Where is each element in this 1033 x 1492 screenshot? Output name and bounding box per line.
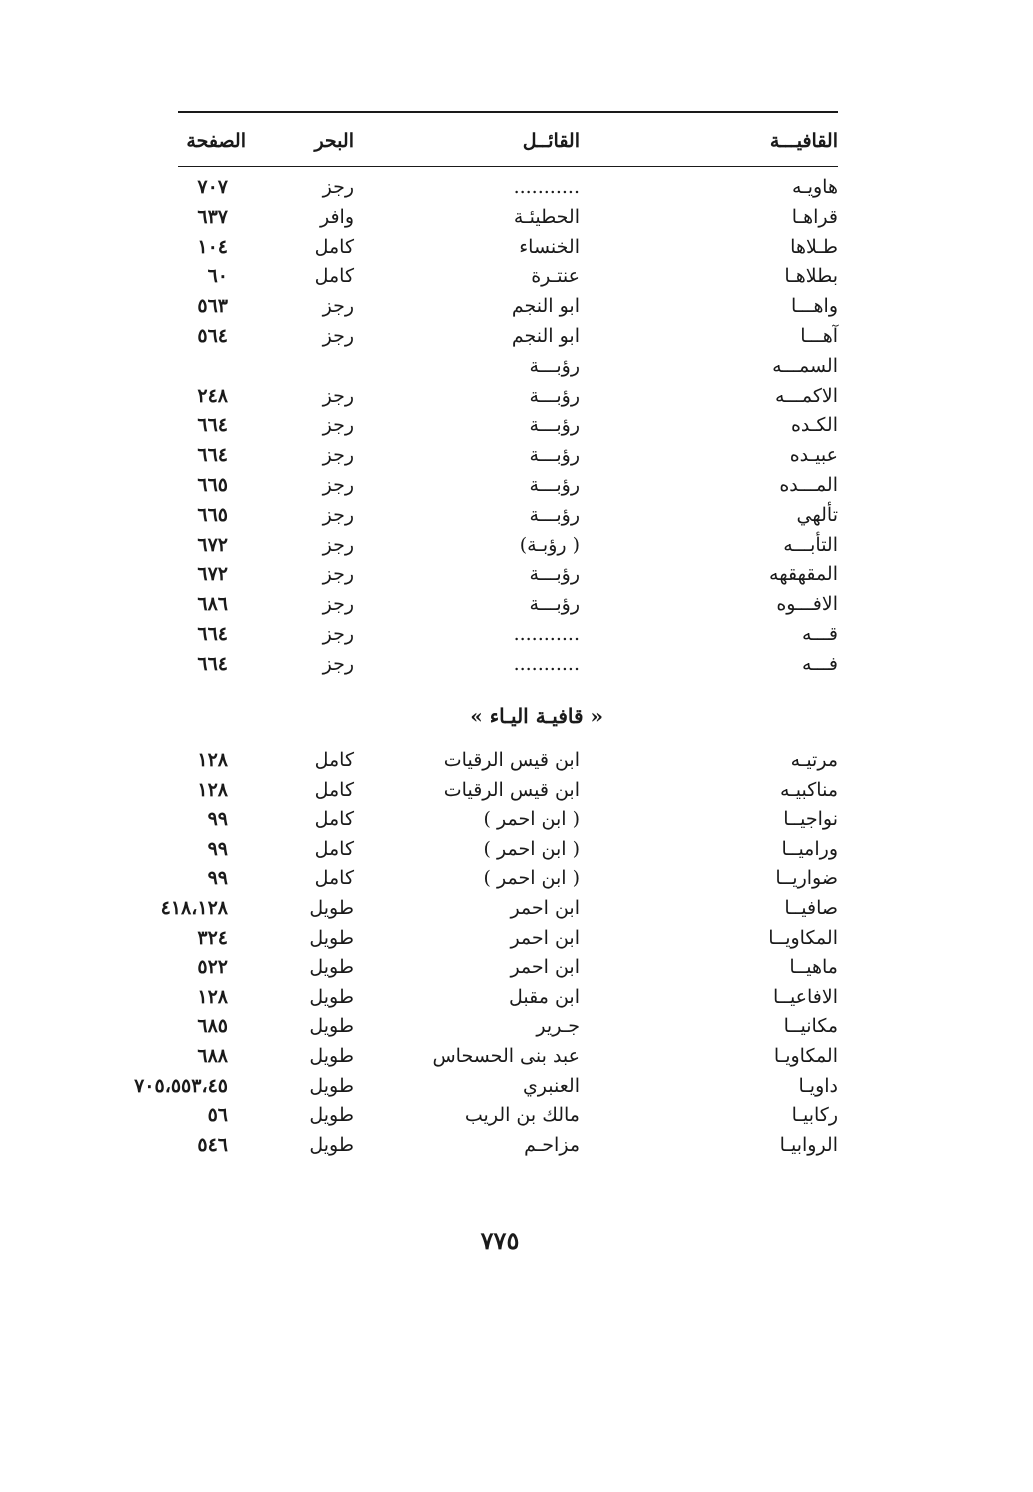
page-cell: ٦٨٥	[197, 1015, 228, 1038]
page-cell: ٩٩	[207, 808, 228, 831]
header-meter: البحر	[314, 130, 354, 152]
poet-cell: رؤبـــة	[529, 593, 580, 616]
poet-cell: ( رؤبـة)	[519, 533, 580, 556]
header-rule	[178, 166, 838, 167]
meter-cell: طويل	[309, 1074, 354, 1097]
rhyme-cell: الكـده	[790, 414, 838, 437]
rhyme-cell: واهـــا	[791, 295, 838, 318]
table-row	[178, 863, 838, 893]
table-row	[178, 470, 838, 500]
meter-cell: رجز	[322, 623, 354, 645]
poet-cell: ...........	[513, 623, 580, 645]
page-cell: ٦٠	[207, 265, 228, 288]
table-row	[160, 893, 838, 923]
meter-cell: كامل	[314, 867, 354, 890]
meter-cell: طويل	[309, 1104, 354, 1127]
table-row	[178, 745, 838, 775]
poet-cell: رؤبـــة	[529, 563, 580, 586]
page-cell: ١٠٤	[197, 235, 228, 258]
meter-cell: كامل	[314, 265, 354, 288]
table-row	[178, 1011, 838, 1041]
poet-cell: ابن احمر	[510, 956, 580, 979]
rhyme-cell: فـــه	[802, 652, 838, 675]
poet-cell: رؤبـــة	[529, 414, 580, 437]
page-cell: ٥٦	[207, 1104, 228, 1127]
rhyme-cell: هاويـه	[791, 176, 838, 198]
table-row	[178, 440, 838, 470]
meter-cell: رجز	[322, 295, 354, 318]
rhyme-cell: ماهيــا	[789, 956, 838, 979]
table-row	[178, 923, 838, 953]
meter-cell: رجز	[322, 533, 354, 556]
rhyme-cell: ضواريــا	[775, 867, 838, 890]
table-row	[178, 1041, 838, 1071]
rhyme-cell: المـــده	[779, 474, 838, 496]
poet-cell: مالك بن الريب	[464, 1104, 580, 1127]
rhyme-cell: تألهي	[796, 503, 838, 526]
rhyme-cell: نواجيــا	[783, 808, 838, 831]
meter-cell: وافر	[319, 205, 354, 228]
header-page: الصفحة	[186, 130, 246, 152]
rhyme-cell: المكاويــا	[768, 926, 838, 949]
poet-cell: رؤبـــة	[529, 384, 580, 407]
page-cell: ٥٦٣	[197, 295, 228, 318]
meter-cell: كامل	[314, 749, 354, 771]
rhyme-cell: عبيـده	[789, 444, 838, 467]
page-cell: ٩٩	[207, 837, 228, 860]
poet-cell: الحطيئـة	[513, 205, 580, 228]
meter-cell: كامل	[314, 778, 354, 801]
rhyme-cell: الافـــوه	[776, 593, 838, 616]
meter-cell: طويل	[309, 956, 354, 979]
meter-cell: رجز	[322, 325, 354, 347]
page-cell: ٦٧٢	[197, 563, 228, 586]
table-row	[178, 804, 838, 834]
page-cell: ٦٦٥	[197, 474, 228, 496]
poet-cell: ( ابن احمر )	[483, 867, 580, 890]
poet-cell: ابن قيس الرقيات	[443, 749, 580, 771]
table-row	[178, 982, 838, 1012]
table-row	[178, 619, 838, 649]
table-row	[178, 775, 838, 805]
page-cell: ١٢٨	[197, 985, 228, 1008]
meter-cell: طويل	[309, 897, 354, 919]
poet-cell: رؤبـــة	[529, 474, 580, 496]
page-cell: ٦٨٦	[197, 593, 228, 616]
poet-cell: ابن مقبل	[509, 985, 580, 1008]
rhyme-cell: داويـا	[798, 1074, 838, 1097]
rhyme-cell: قراهـا	[791, 205, 838, 228]
rhyme-cell: آهـــا	[800, 325, 838, 347]
meter-cell: طويل	[309, 1133, 354, 1156]
rhyme-cell: الاكمـــه	[774, 384, 838, 407]
poet-cell: ابن قيس الرقيات	[443, 778, 580, 801]
header-poet: القائــل	[522, 130, 580, 152]
meter-cell: طويل	[309, 1015, 354, 1038]
rhyme-cell: المكاويـا	[773, 1045, 838, 1067]
poet-cell: الخنساء	[519, 235, 580, 258]
table-row	[178, 649, 838, 679]
table-row	[178, 500, 838, 530]
table-row	[178, 952, 838, 982]
rhyme-cell: الافاعيــا	[773, 985, 838, 1008]
poet-cell: مزاحـم	[524, 1133, 580, 1156]
meter-cell: رجز	[322, 593, 354, 616]
poet-cell: رؤبـــة	[529, 503, 580, 526]
page-cell: ٥٢٢	[197, 956, 228, 979]
page-cell: ٦٣٧	[197, 205, 228, 228]
table-row	[178, 321, 838, 351]
poet-cell: ...........	[513, 176, 580, 198]
table-row	[134, 1071, 838, 1101]
meter-cell: رجز	[322, 384, 354, 407]
poet-cell: جـرير	[536, 1015, 580, 1038]
rhyme-cell: الروابيـا	[779, 1133, 838, 1156]
meter-cell: طويل	[309, 985, 354, 1008]
page-cell: ٧٠٧	[197, 176, 228, 198]
meter-cell: رجز	[322, 503, 354, 526]
poet-cell: ابو النجم	[511, 295, 580, 318]
page-cell: ٥٦٤	[197, 325, 228, 347]
table-row	[178, 1130, 838, 1160]
rhyme-cell: وراميــا	[781, 837, 838, 860]
table-row	[178, 559, 838, 589]
page-cell: ٣٢٤	[197, 926, 228, 949]
table-row	[178, 291, 838, 321]
table-row	[178, 381, 838, 411]
table-row	[178, 834, 838, 864]
rhyme-cell: السمـــه	[772, 354, 838, 377]
page-cell: ٥٤٦	[197, 1133, 228, 1156]
table-row	[178, 351, 838, 381]
poet-cell: ابن احمر	[510, 897, 580, 919]
rhyme-cell: بطلاهـا	[784, 265, 838, 288]
table-row	[178, 530, 838, 560]
rhyme-cell: مرتيـه	[790, 749, 838, 771]
meter-cell: رجز	[322, 444, 354, 467]
poet-cell: العنبري	[522, 1074, 580, 1097]
table-row	[178, 261, 838, 291]
page-cell: ٦٦٤	[197, 623, 228, 645]
page-cell: ٧٠٥،٥٥٣،٤٥	[134, 1074, 228, 1097]
page-cell: ٦٦٤	[197, 414, 228, 437]
page-cell: ٦٧٢	[197, 533, 228, 556]
header-rhyme: القافيـــة	[769, 130, 838, 152]
section2-title: « قافيـة اليـاء »	[470, 704, 603, 728]
rhyme-cell: مكانيــا	[783, 1015, 838, 1038]
table-row	[178, 172, 838, 202]
page-cell: ٦٦٤	[197, 444, 228, 467]
poet-cell: عنتـرة	[531, 265, 580, 288]
page-cell: ٦٦٤	[197, 652, 228, 675]
poet-cell: ( ابن احمر )	[483, 837, 580, 860]
rhyme-cell: ركابيـا	[791, 1104, 838, 1127]
poet-cell: ...........	[513, 652, 580, 675]
poet-cell: عبد بنى الحسحاس	[432, 1045, 580, 1067]
page-cell: ٤١٨،١٢٨	[160, 897, 228, 919]
meter-cell: رجز	[322, 414, 354, 437]
meter-cell: كامل	[314, 235, 354, 258]
meter-cell: كامل	[314, 808, 354, 831]
page-cell: ١٢٨	[197, 778, 228, 801]
poet-cell: ابن احمر	[510, 926, 580, 949]
rhyme-cell: المقهقهه	[769, 563, 838, 586]
meter-cell: رجز	[322, 563, 354, 586]
table-row	[178, 410, 838, 440]
top-rule	[178, 111, 838, 113]
poet-cell: ابو النجم	[511, 325, 580, 347]
page-cell: ٦٨٨	[197, 1045, 228, 1067]
meter-cell: رجز	[322, 176, 354, 198]
table-row	[178, 589, 838, 619]
rhyme-cell: التأبـــه	[783, 533, 838, 556]
table-row	[178, 232, 838, 262]
rhyme-cell: مناكبيـه	[780, 778, 838, 801]
page-cell: ٢٤٨	[197, 384, 228, 407]
poet-cell: رؤبـــة	[529, 354, 580, 377]
page-cell: ٦٦٥	[197, 503, 228, 526]
rhyme-cell: طـلاها	[790, 235, 838, 258]
meter-cell: كامل	[314, 837, 354, 860]
page-cell: ٩٩	[207, 867, 228, 890]
table-row	[178, 1100, 838, 1130]
table-row	[178, 202, 838, 232]
page-number: ٧٧٥	[480, 1226, 520, 1255]
meter-cell: طويل	[309, 926, 354, 949]
poet-cell: رؤبـــة	[529, 444, 580, 467]
rhyme-cell: صافيــا	[784, 897, 838, 919]
meter-cell: طويل	[309, 1045, 354, 1067]
rhyme-cell: قـــه	[802, 623, 838, 645]
meter-cell: رجز	[322, 474, 354, 496]
page-cell: ١٢٨	[197, 749, 228, 771]
meter-cell: رجز	[322, 652, 354, 675]
poet-cell: ( ابن احمر )	[483, 808, 580, 831]
